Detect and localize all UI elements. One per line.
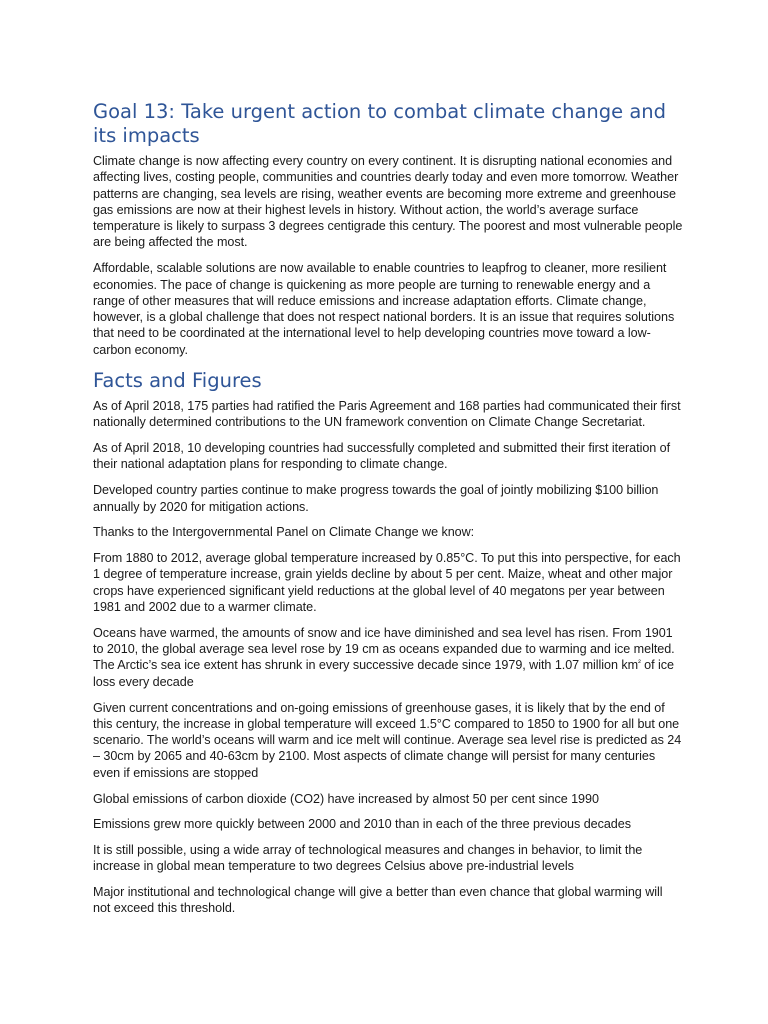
facts-paragraph-threshold: Major institutional and technological change will give a better than even chance that global warming will not exceed this threshold. — [93, 885, 663, 916]
goal-paragraph-2: Affordable, scalable solutions are now available to enable countries to leapfrog to cleaner, more resilient economies. The pace of change is quickening as more people are turning to renewable energy and a range of other measures that will reduce emissions and increase adaptation efforts. Climate change, however, is a global challenge that does not respect national borders. It is an issue that requires solutions that need to be coordinated at the international level to help developing countries move toward a low-carbon economy. — [93, 261, 675, 357]
goal-paragraph-1: Climate change is now affecting every country on every continent. It is disrupting national economies and affecting lives, costing people, communities and countries dearly today and even more tomorrow. Weather patterns are changing, sea levels are rising, weather events are becoming more extreme and greenhouse gas emissions are now at their highest levels in history. Without action, the world’s average surface temperature is likely to surpass 3 degrees centigrade this century. The poorest and most vulnerable people are being affected the most. — [93, 154, 683, 250]
facts-paragraph-mobilizing: Developed country parties continue to make progress towards the goal of jointly mobilizing $100 billion annually by 2020 for mitigation actions. — [93, 483, 659, 514]
facts-paragraph-paris: As of April 2018, 175 parties had ratified the Paris Agreement and 168 parties had communicated their first nationally determined contributions to the UN framework convention on Climate Change Secretariat. — [93, 399, 681, 430]
oceans-text-end: of ice loss every decade — [93, 658, 674, 689]
facts-heading: Facts and Figures — [93, 369, 262, 393]
oceans-text-start: Oceans have warmed, the amounts of snow and ice have diminished and sea level has risen. From 1901 to 2010, the global average sea level rose by 19 cm as oceans expanded due to warming and ice melted. The Arctic’s sea ice extent has shrunk in every successive decade since 1979, with 1.07 million km — [93, 625, 675, 673]
facts-paragraph-temperature: From 1880 to 2012, average global temperature increased by 0.85°C. To put this into perspective, for each 1 degree of temperature increase, grain yields decline by about 5 per cent. Maize, wheat and other major crops have experienced significant yield reductions at the global level of 40 megatons per year between 1981 and 2002 due to a warmer climate. — [93, 551, 681, 615]
goal-heading: Goal 13: Take urgent action to combat climate change and its impacts — [93, 100, 667, 147]
facts-paragraph-emissions-growth: Emissions grew more quickly between 2000 and 2010 than in each of the three previous decades — [93, 817, 631, 832]
facts-paragraph-co2: Global emissions of carbon dioxide (CO2) have increased by almost 50 per cent since 1990 — [93, 791, 599, 806]
facts-paragraph-adaptation: As of April 2018, 10 developing countries had successfully completed and submitted their first iteration of their national adaptation plans for responding to climate change. — [93, 441, 671, 472]
document-page — [93, 100, 683, 926]
superscript-two: ² — [638, 658, 641, 668]
facts-paragraph-concentrations: Given current concentrations and on-going emissions of greenhouse gases, it is likely that by the end of this century, the increase in global temperature will exceed 1.5°C compared to 1850 to 1900 for all but one scenario. The world’s oceans will warm and ice melt will continue. Average sea level rise is predicted as 24 – 30cm by 2065 and 40-63cm by 2100. Most aspects of climate change will persist for many centuries even if emissions are stopped — [93, 700, 682, 780]
facts-paragraph-oceans — [93, 625, 683, 690]
facts-paragraph-possible: It is still possible, using a wide array of technological measures and changes in behavior, to limit the increase in global mean temperature to two degrees Celsius above pre-industrial levels — [93, 843, 643, 874]
facts-paragraph-ipcc: Thanks to the Intergovernmental Panel on Climate Change we know: — [93, 525, 475, 540]
